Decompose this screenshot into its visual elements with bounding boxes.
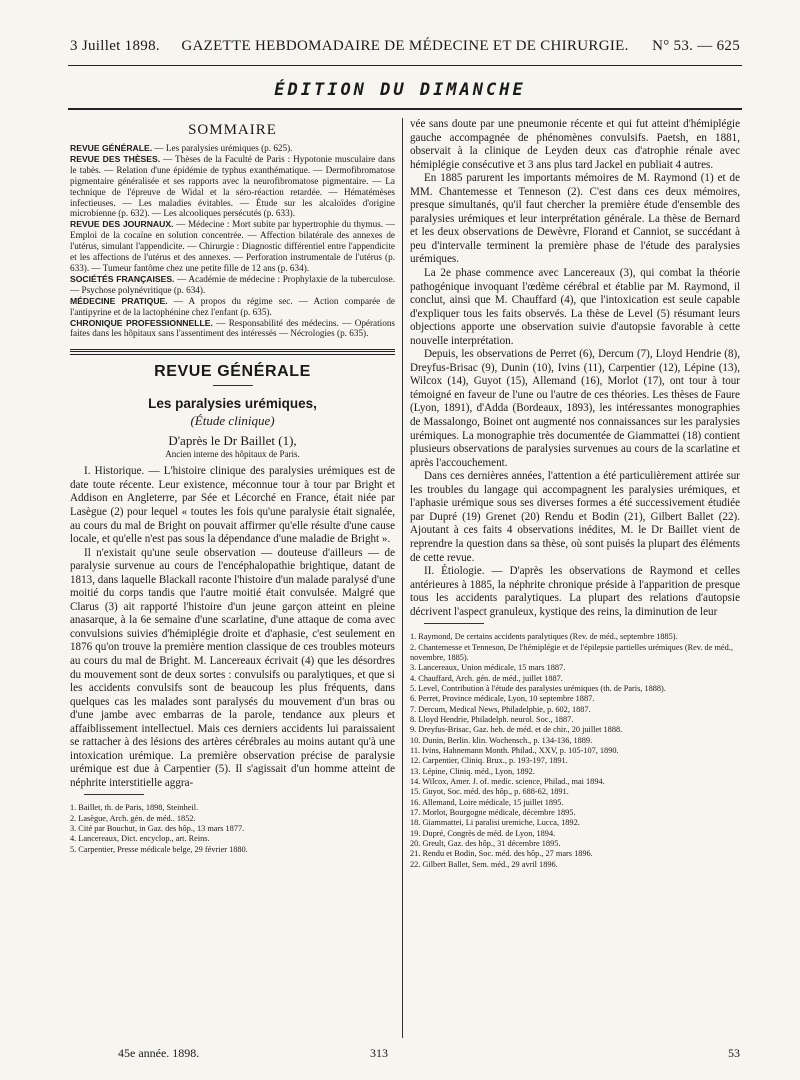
sommaire-title: SOMMAIRE [188, 122, 277, 138]
footnote: 11. Ivins, Hahnemann Month. Philad., XXV, p. 105-107, 1890. [410, 746, 619, 756]
article-body-left [70, 465, 395, 790]
header-title: GAZETTE HEBDOMADAIRE DE MÉDECINE ET DE CHIRURGIE. [181, 38, 629, 54]
footnote: 21. Rendu et Bodin, Soc. méd. des hôp., 27 mars 1896. [410, 849, 593, 859]
sommaire-entry-text: — Thèses de la Faculté de Paris : Hypotonie musculaire dans le tabès. — Relation d'une épidémie de typhus exanthématique. — Dermofibromatose pigmentaire généralisée et ses rapports avec la neurofibromatose pigmentaire. — La technique de l'épreuve de Widal et la séro-réaction retardée. — Hématémèses infectieuses. — Les maladies évitables. — Étude sur les alcaloïdes d'origine microbienne (p. 632). — Les alcooliques persécutés (p. 633). [70, 153, 395, 219]
footnote: 20. Greult, Gaz. des hôp., 31 décembre 1895. [410, 839, 561, 849]
right-column [410, 118, 740, 870]
paragraph: II. Étiologie. — D'après les observations de Raymond et celles antérieures à 1885, la néphrite chronique préside à l'apparition de presque tous les accidents paralytiques. La plupart des relations d'autopsie décrivent l'aspect granuleux, kystique des reins, la diminution de leur [410, 565, 740, 618]
sommaire-entry [70, 296, 395, 318]
footnote: 18. Giammattei, Li paralisi uremiche, Lucca, 1892. [410, 818, 580, 828]
sommaire-entry-head: REVUE DES JOURNAUX. [70, 219, 174, 230]
footnote: 8. Lloyd Hendrie, Philadelph. neurol. Soc., 1887. [410, 714, 574, 724]
footer-page: 313 [370, 1046, 388, 1060]
footnote: 16. Allemand, Loire médicale, 15 juillet 1895. [410, 797, 564, 807]
footnote: 17. Morlot, Bourgogne médicale, décembre 1895. [410, 808, 576, 818]
footnote: 15. Guyot, Soc. méd. des hôp., p. 688-62, 1891. [410, 787, 569, 797]
section-rule [70, 349, 395, 355]
footnote: 4. Chauffard, Arch. gén. de méd., juillet 1887. [410, 673, 563, 683]
paragraph: La 2e phase commence avec Lancereaux (3), qui combat la théorie pathogénique invoquant l'œdème cérébral et établie par M. Raymond, il conclut, ainsi que M. Chauffard (4), que l'intoxication est seule capable d'expliquer tous les faits observés. La thèse de Level (5) résumant leurs objections apporte une observation suivie d'autopsie favorable à cette nouvelle interprétation. [410, 267, 740, 347]
footnote: 3. Cité par Bouchut, in Gaz. des hôp., 13 mars 1877. [70, 824, 245, 834]
footer-year: 45e année. 1898. [118, 1046, 200, 1060]
article-subtitle: (Étude clinique) [190, 413, 275, 429]
footnote: 12. Carpentier, Cliniq. Brux., p. 193-197, 1891. [410, 756, 568, 766]
footnote: 2. Chantemesse et Tenneson, De l'hémiplégie et de l'épilepsie partielles urémiques (Rev. de méd., novembre, 1885). [410, 642, 733, 662]
sommaire-entry-text: — A propos du régime sec. — Action comparée de l'antipyrine et de la lactophénine chez l'enfant (p. 635). [70, 295, 395, 317]
footnote: 10. Dunin, Berlin. klin. Wochensch., p. 134-136, 1889. [410, 735, 593, 745]
paragraph: En 1885 parurent les importants mémoires de M. Raymond (1) et de MM. Chantemesse et Tenneson (2). C'est dans ces deux mémoires, presque simultanés, qu'il faut chercher la première étude d'ensemble des paralysies urémiques et leur interprétation générale. La thèse de Bernard et les deux observations de Dewèvre, Florand et Canniot, se succédant à peu d'intervalle terminent la première phase de l'étude des paralysies urémiques. [410, 172, 740, 266]
footnote: 1. Raymond, De certains accidents paralytiques (Rev. de méd., septembre 1885). [410, 632, 678, 642]
header-rule [68, 65, 742, 66]
footer-number: 53 [728, 1046, 740, 1060]
footnote: 14. Wilcox, Amer. J. of. medic. science, Philad., mai 1894. [410, 777, 605, 787]
column-divider [402, 118, 403, 1038]
footnote: 1. Baillet, th. de Paris, 1898, Steinheil. [70, 803, 199, 813]
footnote: 22. Gilbert Ballet, Sem. méd., 29 avril 1896. [410, 859, 558, 869]
paragraph: vée sans doute par une pneumonie récente et qui fut atteint d'hémiplégie gauche accompagnée de phénomènes convulsifs. Paetsh, en 1881, observait à la clinique de Leyden deux cas d'atrophie rénale avec hémiplégie consécutive et 3 ans plus tard Jackel en publiait 4 autres. [410, 118, 740, 171]
sommaire-entry-head: CHRONIQUE PROFESSIONNELLE. [70, 317, 213, 328]
footnote: 13. Lépine, Cliniq. méd., Lyon, 1892. [410, 766, 535, 776]
footnote-rule [424, 623, 484, 624]
article-title: Les paralysies urémiques, [148, 396, 317, 412]
sommaire-entry [70, 318, 395, 340]
article-body-right [410, 118, 740, 619]
paragraph: I. Historique. — L'histoire clinique des paralysies urémiques est de date toute récente. Leur existence, méconnue tour à tour par Bright et Addison en Angleterre, par Sée et Lécorché en France, était niée par Lasègue (2) pour lequel « toutes les fois qu'une paralysie était signalée, au cours du mal de Bright on pouvait affirmer qu'elle résulte d'une cause locale, et qu'elle n'est pas sous la dépendance d'une maladie de Bright ». [70, 465, 395, 546]
paragraph: Dans ces dernières années, l'attention a été particulièrement attirée sur les troubles du langage qui accompagnent les paralysies urémiques, et l'aphasie urémique sous ses diverses formes a été successivement étudiée par Dupré (19) Grenet (20) Rendu et Bodin (21), Gilbert Ballet (22). Ajoutant à ces faits 4 observations inédites, M. le Dr Baillet vient de reprendre la question dans sa thèse, où sont puisés la plupart des éléments de cette revue. [410, 470, 740, 564]
edition-rule [68, 108, 742, 110]
header-date: 3 Juillet 1898. [70, 38, 160, 54]
sommaire-entry-text: — Les paralysies urémiques (p. 625). [152, 143, 293, 153]
sommaire-entry [70, 274, 395, 296]
sommaire-entry-text: — Médecine : Mort subite par hypertrophie du thymus. — Emploi de la cocaïne en solution concentrée. — Affection bilatérale des annexes de l'utérus, simulant l'appendicite. — Chirurgie : Diagnostic différentiel entre l'appendicite et les affections de l'utérus et des annexes. — Perforation instrumentale de l'utérus (p. 633). — Tumeur fantôme chez une petite fille de 12 ans (p. 634). [70, 219, 395, 273]
footnote: 5. Level, Contribution à l'étude des paralysies urémiques (th. de Paris, 1888). [410, 683, 666, 693]
sommaire-entry [70, 154, 395, 219]
sommaire-entry-head: REVUE DES THÈSES. [70, 153, 161, 164]
footnote: 2. Lasègue, Arch. gén. de méd.. 1852. [70, 813, 196, 823]
sommaire-entry [70, 219, 395, 274]
sommaire-entry [70, 143, 395, 154]
footnotes-left [70, 803, 395, 855]
edition-banner: ÉDITION DU DIMANCHE [274, 80, 526, 100]
footnote: 4. Lancereaux, Dict. encyclop., art. Reins. [70, 834, 210, 844]
sommaire-entry-text: — Académie de médecine : Prophylaxie de la tuberculose. — Psychose polynévritique (p. 634). [70, 273, 395, 295]
footnote: 7. Dercum, Medical News, Philadelphie, p. 602, 1887. [410, 704, 591, 714]
page-footer [70, 1046, 740, 1062]
sommaire-entry-head: REVUE GÉNÉRALE. [70, 143, 153, 153]
section-title: REVUE GÉNÉRALE [154, 363, 311, 381]
footnote: 6. Perret, Province médicale, Lyon, 10 septembre 1887. [410, 694, 595, 704]
footnote: 3. Lancereaux, Union médicale, 15 mars 1887. [410, 663, 566, 673]
short-rule [213, 385, 253, 386]
footnote: 19. Dupré, Congrès de méd. de Lyon, 1894. [410, 828, 556, 838]
footnote: 5. Carpentier, Presse médicale belge, 29 février 1880. [70, 844, 248, 854]
article-affiliation: Ancien interne des hôpitaux de Paris. [165, 449, 300, 460]
running-header [70, 38, 740, 62]
sommaire-entry-text: — Responsabilité des médecins. — Opérations faites dans les hôpitaux sans l'assentiment des intéressés — Nécrologies (p. 635). [70, 317, 396, 339]
footnote: 9. Dreyfus-Brisac, Gaz. heb. de méd. et de chir., 20 juillet 1888. [410, 725, 623, 735]
footnotes-right [410, 632, 740, 870]
article-author: D'après le Dr Baillet (1), [168, 433, 297, 449]
sommaire-entry-head: MÉDECINE PRATIQUE. [70, 295, 168, 306]
paragraph: Il n'existait qu'une seule observation — douteuse d'ailleurs — de paralysie survenue au cours de l'encéphalopathie brightique, datant de 1813, dans laquelle Blackall raconte l'histoire d'un malade paralysé d'une moitié du corps tandis que l'autre moitié était convulsée. Malgré que Clarus (3) ait rapporté l'histoire d'un jeune garçon atteint en pleine anasarque, à la 6e semaine d'une scarlatine, d'une attaque de coma avec convulsions suivies d'hémiplégie droite et d'aphasie, c'est seulement en 1876 qu'on trouve la première mention classique de ces troubles moteurs au cours du mal de Bright. M. Lancereaux écrivait (4) que les désordres du mouvement sont de deux sortes : convulsifs ou paralytiques, et que si les accidents convulsifs sont de beaucoup les plus fréquents, dans quelques cas les malades sont paralysés du mouvement d'un bras ou d'une jambe avec embarras de la parole, tendance aux pleurs et affaiblissement intellectuel. Mais ces derniers accidents lui paraissaient se rattacher à des lésions des artères cérébrales au moins autant qu'à une intoxication urémique. La première observation précise de paralysie urémique est due à Carpentier (5). Il s'agissait d'un homme atteint de néphrite interstitielle aggra- [70, 546, 395, 789]
sommaire-list [70, 143, 395, 339]
paragraph: Depuis, les observations de Perret (6), Dercum (7), Lloyd Hendrie (8), Dreyfus-Brisac (9), Dunin (10), Ivins (11), Carpentier (12), Lépine (13), Wilcox (14), Guyot (15), Allemand (16), Morlot (17), ont tour à tour témoigné en faveur de l'une ou l'autre de ces théories. Les thèses de Faure (Lyon, 1891), d'Adda (Bordeaux, 1893), les intéressantes monographies de Massalongo, Boinet ont augmenté nos connaissances sur les paralysies urémiques. La monographie très documentée de Giammattei (18) contient plusieurs observations de paralysies survenues au cours de la scarlatine et après l'accouchement. [410, 348, 740, 469]
footnote-rule [84, 794, 144, 795]
left-column [70, 118, 395, 855]
sommaire-entry-head: SOCIÉTÉS FRANÇAISES. [70, 273, 175, 284]
header-number: N° 53. — 625 [652, 38, 740, 54]
